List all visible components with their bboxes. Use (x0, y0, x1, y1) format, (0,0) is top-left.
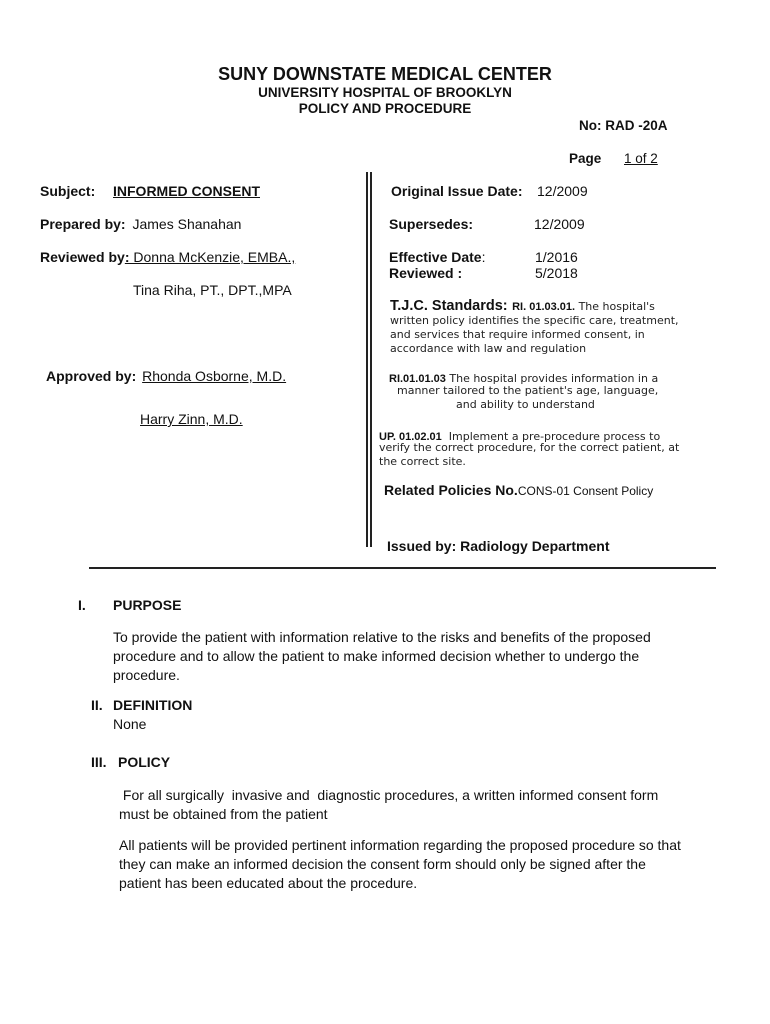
hospital-name: UNIVERSITY HOSPITAL OF BROOKLYN (258, 85, 512, 100)
up-code: UP. 01.02.01 (379, 431, 442, 443)
tjc-text-1c: and services that require informed consent, in (390, 328, 645, 341)
column-divider-right (370, 172, 372, 547)
tjc-code-2: RI.01.01.03 (389, 373, 446, 385)
tjc-text-2c: and ability to understand (456, 398, 595, 411)
prepared-label: Prepared by: (40, 216, 126, 232)
reviewed-value-1: Donna McKenzie, EMBA., (129, 249, 296, 265)
approved-by (46, 368, 322, 384)
tjc-text-1d: accordance with law and regulation (390, 342, 587, 355)
effective-colon: : (481, 249, 486, 265)
policy-number: No: RAD -20A (579, 118, 668, 133)
prepared-by (40, 216, 241, 232)
tjc-label: T.J.C. Standards: (390, 298, 508, 314)
related-policies (384, 482, 653, 500)
section-1-number: I. (78, 597, 86, 613)
tjc-code-1: RI. 01.03.01. (512, 301, 576, 313)
tjc-text-2a: The hospital provides information in a (445, 372, 659, 385)
prepared-value: James Shanahan (132, 216, 242, 232)
document-type: POLICY AND PROCEDURE (298, 101, 472, 116)
approved-value-2 (140, 411, 326, 427)
approved-label: Approved by: (46, 368, 137, 384)
subject-label: Subject: (40, 183, 96, 199)
related-label: Related Policies No. (384, 482, 518, 498)
reviewed-label: Reviewed by (40, 249, 125, 265)
reviewed-value-2: Tina Riha, PT., DPT.,MPA (133, 282, 292, 298)
section-1-text: To provide the patient with information relative to the risks and benefits of the proposed procedure and to allow the patient to make informed decision whether to undergo the procedure. (113, 629, 651, 683)
tjc-text-2b: manner tailored to the patient's age, language, (397, 384, 659, 397)
tjc-standards-line (390, 297, 655, 315)
column-divider-left (366, 172, 368, 547)
supersedes-value: 12/2009 (534, 216, 585, 232)
up-text-a: Implement a pre-procedure process to (441, 430, 661, 443)
reviewed-date-label: Reviewed : (389, 265, 463, 281)
approved-value-1 (142, 368, 322, 384)
approved-value-1-text: Rhonda Osborne, M.D. (142, 368, 287, 384)
section-3-title: POLICY (118, 754, 171, 770)
section-2-number: II. (91, 697, 103, 713)
section-divider (89, 567, 716, 569)
section-3-paragraph-2: All patients will be provided pertinent information regarding the proposed procedure so that they can make an informed decision the consent form should only be signed after the patient has been educated about the procedure. (119, 837, 681, 891)
org-title: SUNY DOWNSTATE MEDICAL CENTER (218, 64, 552, 84)
effective-label: Effective Date (389, 249, 482, 265)
approved-value-2-text: Harry Zinn, M.D. (140, 411, 243, 427)
page-value: 1 of 2 (624, 151, 658, 166)
tjc-text-1a: The hospital's (575, 300, 655, 313)
related-value: CONS-01 Consent Policy (517, 484, 654, 498)
section-2-text: None (113, 716, 147, 732)
original-issue-value: 12/2009 (537, 183, 588, 199)
up-text-b: verify the correct procedure, for the correct patient, at (379, 441, 680, 454)
supersedes-label: Supersedes: (389, 216, 474, 232)
effective-value: 1/2016 (535, 249, 578, 265)
subject-value: INFORMED CONSENT (113, 183, 260, 199)
reviewed-colon: : (124, 249, 130, 265)
effective-date (389, 249, 485, 265)
section-3-paragraph-1: For all surgically invasive and diagnostic procedures, a written informed consent form must be obtained from the patient (119, 787, 663, 822)
section-2-title: DEFINITION (113, 697, 193, 713)
up-text-c: the correct site. (379, 455, 466, 468)
reviewed-by (40, 249, 295, 265)
original-issue-label: Original Issue Date: (391, 183, 523, 199)
tjc-text-1b: written policy identifies the specific care, treatment, (390, 314, 679, 327)
section-1-title: PURPOSE (113, 597, 182, 613)
reviewed-date-value: 5/2018 (535, 265, 578, 281)
page-label: Page (569, 151, 602, 166)
section-3-number: III. (91, 754, 107, 770)
issued-by: Issued by: Radiology Department (387, 538, 610, 554)
